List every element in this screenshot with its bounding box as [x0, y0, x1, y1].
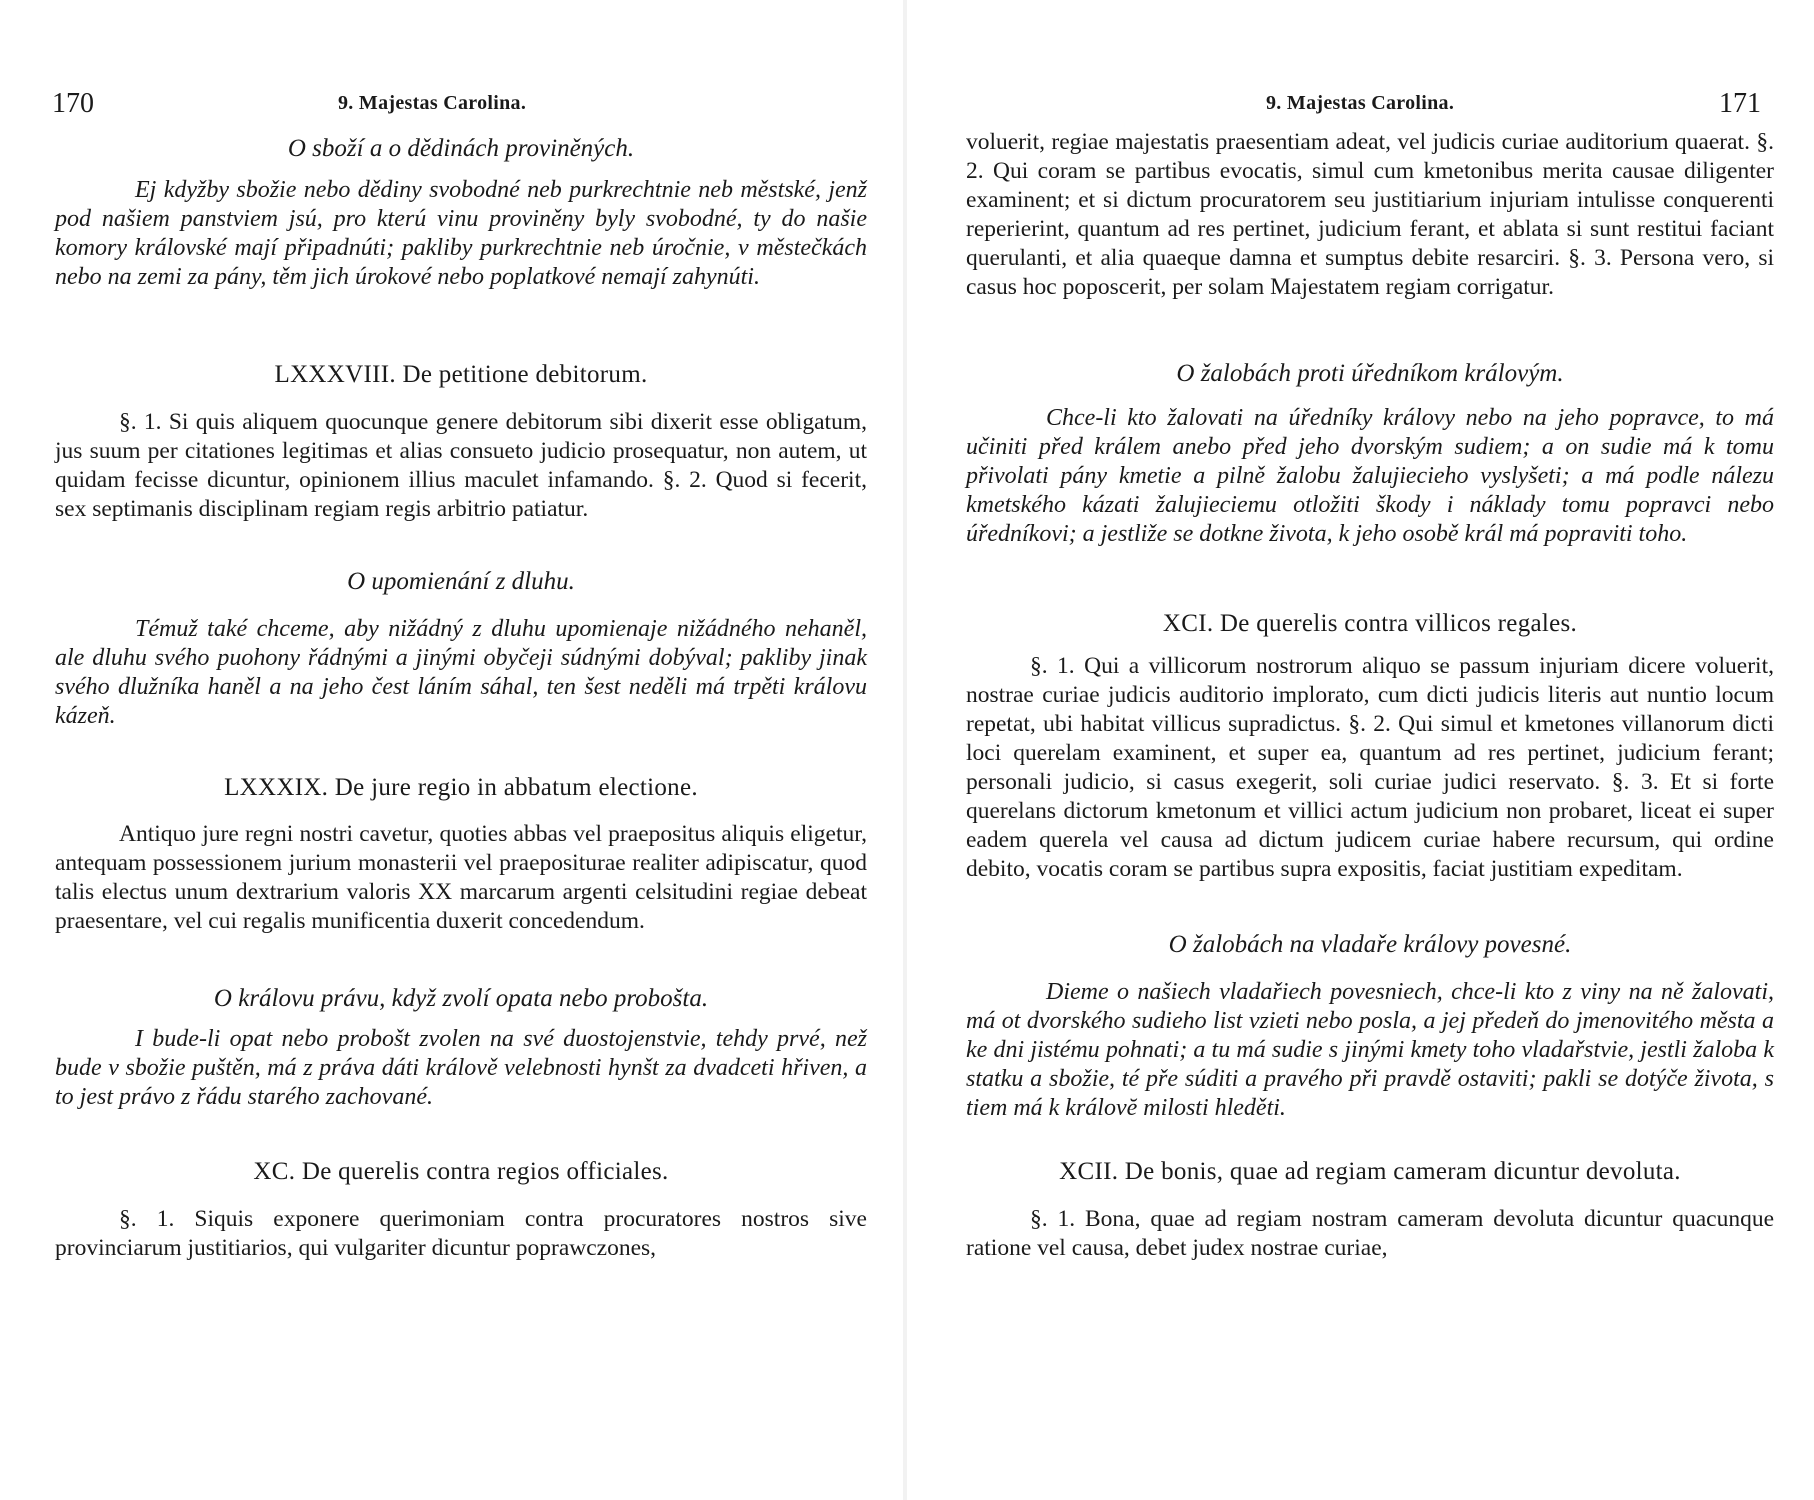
paragraph: Témuž také chceme, aby nižádný z dluhu upomienaje nižádného nehaněl, ale dluhu svého puohony řádnými a jinými obyčeji súdnými dobýval; pakliby jinak svého dlužníka haněl a na jeho čest láním sáhal, ten šest neděli má trpěti královu kázeň.: [55, 616, 867, 729]
paragraph: Chce-li kto žalovati na úředníky královy nebo na jeho popravce, to má učiniti před králem anebo před jeho dvorským sudiem; a on sudie má k tomu přivolati pány kmetie a pilně žalobu žalujiecieho vyslyšeti; a má podle nálezu kmetského kázati žalujieciemu otložiti škody i náklady tomu popravci nebo úředníkovi; a jestliže se dotkne života, k jeho osobě král má popraviti toho.: [966, 405, 1774, 547]
section-heading: O sboží a o dědinách proviněných.: [287, 135, 635, 162]
left-page: [0, 0, 900, 1500]
paragraph: Antiquo jure regni nostri cavetur, quoties abbas vel praepositus aliquis eligetur, antequam possessionem jurium monasterii vel praepositurae realiter adipiscatur, quod talis electus unum dextrarium valoris XX marcarum argenti celsitudini regiae debeat praesentare, vel cui regalis munificentia duxerit concedendum.: [55, 821, 867, 934]
section-heading: O žalobách na vladaře královy povesné.: [1168, 931, 1572, 958]
running-head: 9. Majestas Carolina.: [338, 92, 527, 114]
section-heading: O upomienání z dluhu.: [347, 568, 575, 595]
paragraph: Dieme o našiech vladařiech povesniech, chce-li kto z viny na ně žalovati, má ot dvorského sudieho list vzieti nebo posla, a jej předeň do jmenovitého města a ke dni jistému pohnati; a tu má sudie s jinými kmety toho vladařstvie, jestli žaloba k statku a sbožie, té pře súditi a pravého při pravdě ostaviti; pakli se dotýče života, s tiem má k královĕ milosti hleděti.: [966, 979, 1774, 1121]
section-heading: O královu právu, když zvolí opata nebo probošta.: [213, 985, 709, 1012]
paragraph: I bude-li opat nebo probošt zvolen na své duostojenstvie, tehdy prvé, než bude v sbožie puštěn, má z práva dáti králově velebnosti hynšt za dvadceti hřiven, a to jest právo z řádu starého zachované.: [55, 1026, 867, 1110]
page-number: 171: [1719, 88, 1761, 119]
paragraph: §. 1. Siquis exponere querimoniam contra procuratores nostros sive provinciarum justitiarios, qui vulgariter dicuntur poprawczones,: [55, 1206, 867, 1261]
section-heading: XCI. De querelis contra villicos regales.: [1162, 610, 1578, 637]
section-heading: XCII. De bonis, quae ad regiam cameram dicuntur devoluta.: [1059, 1158, 1681, 1185]
section-heading: LXXXVIII. De petitione debitorum.: [274, 361, 648, 388]
paragraph: §. 1. Si quis aliquem quocunque genere debitorum sibi dixerit esse obligatum, jus suum per citationes legitimas et alias consueto judicio prosequatur, non autem, ut quidam fecisse dicuntur, opinionem illius maculet infamando. §. 2. Quod si fecerit, sex septimanis disciplinam regiam regis arbitrio patiatur.: [55, 409, 867, 522]
page-number: 170: [52, 88, 94, 119]
book-spine: [903, 0, 907, 1500]
paragraph: voluerit, regiae majestatis praesentiam adeat, vel judicis curiae auditorium quaerat. §. 2. Qui coram se partibus evocatis, simul cum kmetonibus merita causae diligenter examinent; et si dictum procuratorem seu justitiarium injuriam intulisse conquerenti reperierint, quantum ad res pertinet, judicium ferant, et ablata si sunt restitui faciant querulanti, et alia quaeque damna et sumptus debite resarciri. §. 3. Persona vero, si casus hoc poposcerit, per solam Majestatem regiam corrigatur.: [966, 129, 1774, 300]
running-head: 9. Majestas Carolina.: [1266, 92, 1455, 114]
right-page: [914, 0, 1814, 1500]
section-heading: LXXXIX. De jure regio in abbatum electione.: [224, 774, 698, 801]
section-heading: XC. De querelis contra regios officiales.: [253, 1158, 669, 1185]
paragraph: Ej kdyžby sbožie nebo dědiny svobodné neb purkrechtnie neb městské, jenž pod našiem panstviem jsú, pro kterú vinu proviněny byly svobodné, ty do našie komory královské mají připadnúti; pakliby purkrechtnie neb úročnie, v městečkách nebo na zemi za pány, těm jich úrokové nebo poplatkové nemají zahynúti.: [55, 177, 867, 290]
paragraph: §. 1. Qui a villicorum nostrorum aliquo se passum injuriam dicere voluerit, nostrae curiae judicis auditorio implorato, cum dicti judicis literis aut nuntio locum repetat, ubi habitat villicus supradictus. §. 2. Qui simul et kmetones villanorum dicti loci querelam examinent, et super ea, quantum ad res pertinet, judicium ferant; personali judicio, si casus exegerit, soli curiae judici reservato. §. 3. Et si forte querelans dictorum kmetonum et villici actum judicium non probaret, liceat ei super eadem querela vel causa ad dictum judicem curiae habere recursum, qui ordine debito, vocatis coram se partibus supra expositis, faciat justitiam expeditam.: [966, 653, 1774, 882]
paragraph: §. 1. Bona, quae ad regiam nostram cameram devoluta dicuntur quacunque ratione vel causa, debet judex nostrae curiae,: [966, 1206, 1774, 1261]
section-heading: O žalobách proti úředníkom královým.: [1176, 360, 1564, 387]
